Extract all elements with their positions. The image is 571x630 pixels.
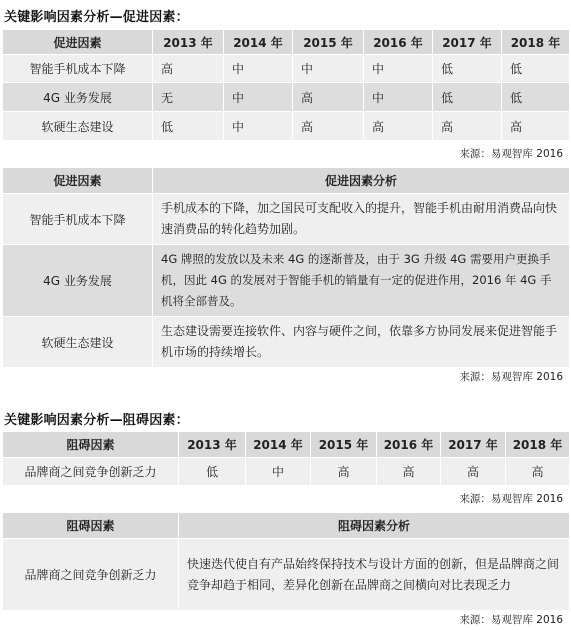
table-row [3,83,570,112]
level-cell: 中 [246,458,311,486]
level-cell: 低 [502,55,570,83]
header-analysis: 阻碍因素分析 [179,513,570,539]
row-factor: 品牌商之间竞争创新乏力 [3,458,179,486]
table-header-row [3,513,570,539]
level-cell: 低 [433,83,502,112]
level-cell: 高 [506,458,570,486]
level-cell: 高 [364,112,433,141]
row-factor: 4G 业务发展 [3,245,153,317]
table-header-row [3,30,570,55]
table-row [3,112,570,141]
header-year-2013: 2013 年 [153,30,224,55]
table-row [3,317,570,368]
row-factor: 软硬生态建设 [3,317,153,368]
header-year-2017: 2017 年 [441,432,506,458]
level-cell: 高 [433,112,502,141]
header-year-2016: 2016 年 [377,432,441,458]
source-note: 来源：易观智库 2016 [459,371,563,383]
level-cell: 高 [502,112,570,141]
source-note: 来源：易观智库 2016 [459,614,563,626]
level-cell: 中 [293,55,364,83]
table-row [3,55,570,83]
level-cell: 高 [377,458,441,486]
header-year-2018: 2018 年 [502,30,570,55]
row-factor: 智能手机成本下降 [3,55,153,83]
row-factor: 4G 业务发展 [3,83,153,112]
header-year-2017: 2017 年 [433,30,502,55]
level-cell: 低 [433,55,502,83]
header-year-2018: 2018 年 [506,432,570,458]
level-cell: 高 [293,112,364,141]
hinder-level-table [2,431,570,486]
analysis-text: 手机成本的下降，加之国民可支配收入的提升，智能手机由耐用消费品向快速消费品的转化趋势加剧。 [153,194,570,245]
row-factor: 品牌商之间竞争创新乏力 [3,539,179,611]
level-cell: 中 [224,112,293,141]
header-year-2014: 2014 年 [224,30,293,55]
level-cell: 中 [224,55,293,83]
level-cell: 高 [441,458,506,486]
level-cell: 低 [502,83,570,112]
promote-level-table [2,29,570,141]
level-cell: 无 [153,83,224,112]
analysis-text: 生态建设需要连接软件、内容与硬件之间，依靠多方协同发展来促进智能手机市场的持续增长。 [153,317,570,368]
row-factor: 软硬生态建设 [3,112,153,141]
level-cell: 中 [364,55,433,83]
header-analysis: 促进因素分析 [153,168,570,194]
header-year-2015: 2015 年 [293,30,364,55]
hinder-heading: 关键影响因素分析—阻碍因素： [4,413,189,428]
promote-heading: 关键影响因素分析—促进因素： [4,10,189,25]
table-row [3,194,570,245]
analysis-text: 快速迭代使自有产品始终保持技术与设计方面的创新，但是品牌商之间竞争却趋于相同，差异化创新在品牌商之间横向对比表现乏力 [179,539,570,611]
header-factor: 阻碍因素 [3,513,179,539]
promote-analysis-table [2,167,570,368]
table-header-row [3,432,570,458]
level-cell: 低 [153,112,224,141]
table-header-row [3,168,570,194]
analysis-text: 4G 牌照的发放以及未来 4G 的逐渐普及，由于 3G 升级 4G 需要用户更换手机，因此 4G 的发展对于智能手机的销量有一定的促进作用，2016 年 4G 手机将全部普及。 [153,245,570,317]
table-row [3,458,570,486]
level-cell: 高 [153,55,224,83]
level-cell: 中 [224,83,293,112]
table-row [3,245,570,317]
header-year-2014: 2014 年 [246,432,311,458]
header-year-2015: 2015 年 [311,432,377,458]
row-factor: 智能手机成本下降 [3,194,153,245]
header-factor: 促进因素 [3,168,153,194]
header-year-2013: 2013 年 [179,432,246,458]
level-cell: 高 [293,83,364,112]
source-note: 来源：易观智库 2016 [459,148,563,160]
source-note: 来源：易观智库 2016 [459,493,563,505]
level-cell: 高 [311,458,377,486]
level-cell: 中 [364,83,433,112]
header-factor: 促进因素 [3,30,153,55]
header-year-2016: 2016 年 [364,30,433,55]
table-row [3,539,570,611]
hinder-analysis-table [2,512,570,611]
level-cell: 低 [179,458,246,486]
header-factor: 阻碍因素 [3,432,179,458]
